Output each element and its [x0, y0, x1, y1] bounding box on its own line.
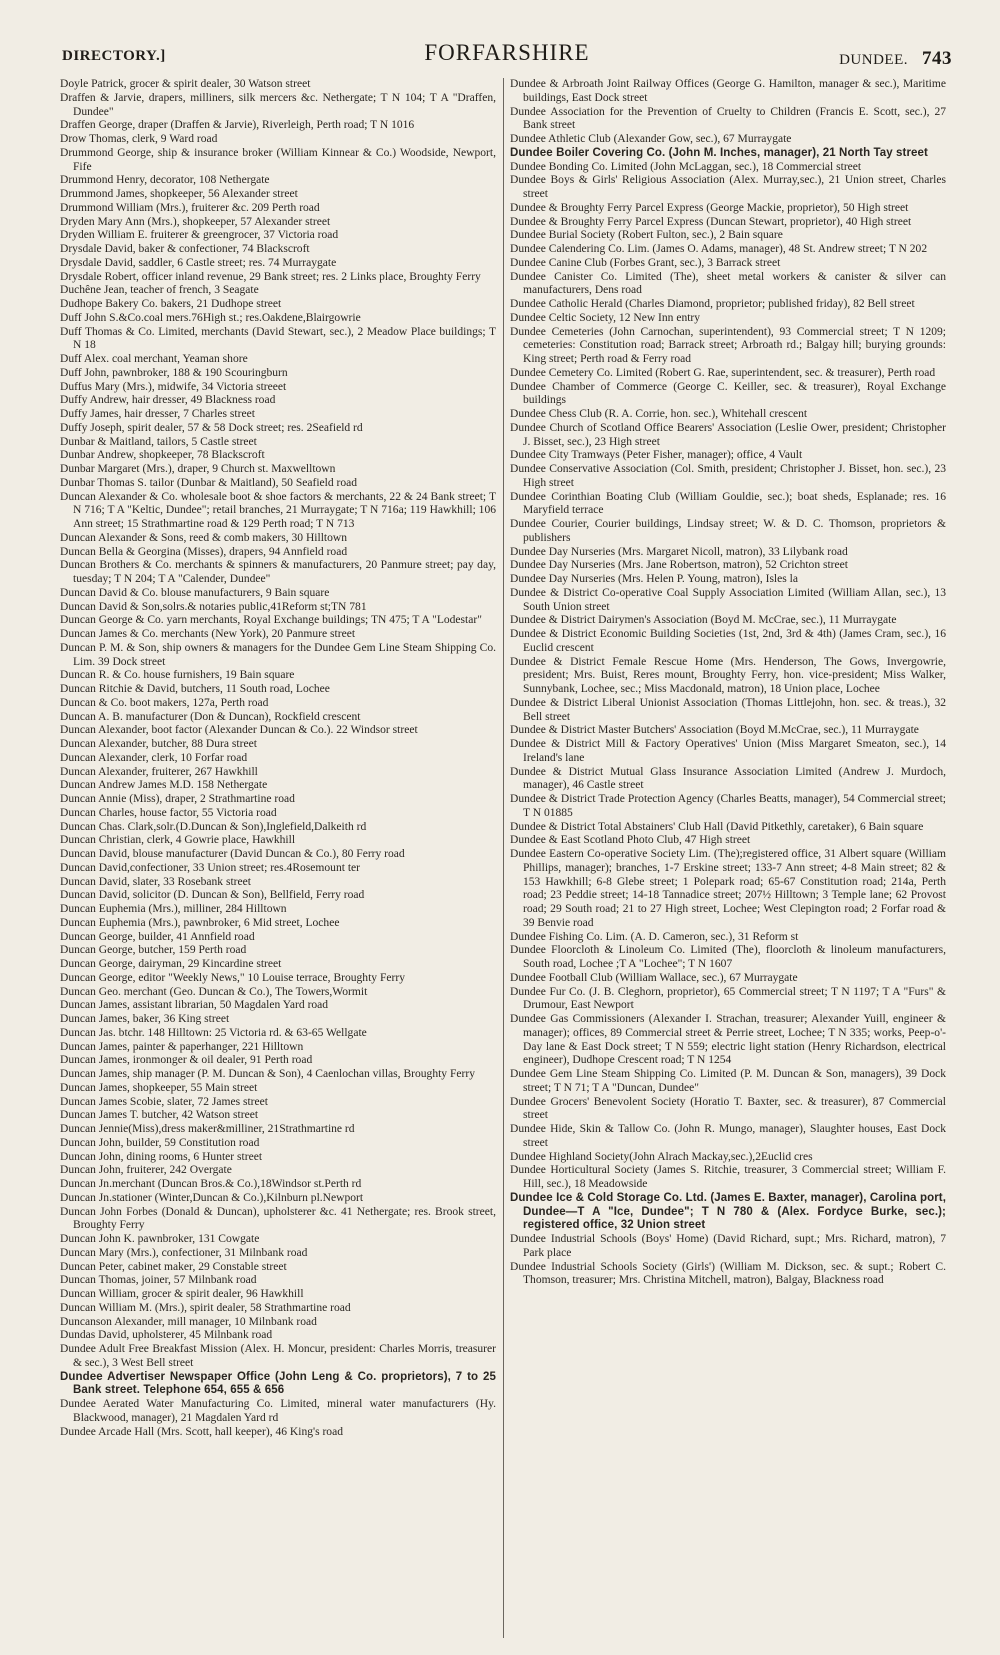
directory-entry: Dundee Floorcloth & Linoleum Co. Limited (The), floorcloth & linoleum manufacturers, South road, Lochee ;T A "Lochee"; T N 1607	[510, 944, 946, 970]
directory-entry: Duncan Thomas, joiner, 57 Milnbank road	[60, 1274, 257, 1287]
directory-entry: Duncan Bella & Georgina (Misses), drapers, 94 Annfield road	[60, 545, 348, 558]
directory-entry: Duncan Annie (Miss), draper, 2 Strathmartine road	[60, 793, 295, 805]
directory-entry: Dundee Grocers' Benevolent Society (Horatio T. Baxter, sec. & treasurer), 87 Commercial street	[510, 1095, 946, 1122]
directory-entry: Duffus Mary (Mrs.), midwife, 34 Victoria streeet	[60, 380, 287, 393]
directory-entry: Draffen George, draper (Draffen & Jarvie), Riverleigh, Perth road; T N 1016	[60, 119, 415, 132]
directory-entry: Dunbar Andrew, shopkeeper, 78 Blackscroft	[60, 449, 265, 462]
section-label: DIRECTORY.]	[62, 48, 166, 64]
directory-entry: Drummond George, ship & insurance broker (William Kinnear & Co.) Woodside, Newport, Fife	[60, 146, 496, 173]
directory-entry: Duncan Alexander, fruiterer, 267 Hawkhill	[60, 765, 258, 778]
directory-entry: Dundee Corinthian Boating Club (William Gouldie, sec.); boat sheds, Esplanade; res. 16 Maryfield terrace	[510, 490, 946, 517]
directory-entry: Dundee Chamber of Commerce (George C. Keiller, sec. & treasurer), Royal Exchange buildings	[510, 380, 946, 407]
directory-entry: Drysdale David, saddler, 6 Castle street; res. 74 Murraygate	[60, 256, 337, 269]
directory-entry: Duff John, pawnbroker, 188 & 190 Scouringburn	[60, 366, 288, 379]
directory-entry: Dundee Hide, Skin & Tallow Co. (John R. Mungo, manager), Slaughter houses, East Dock street	[510, 1123, 946, 1149]
directory-entry: Dundee Boiler Covering Co. (John M. Inches, manager), 21 North Tay street	[510, 146, 928, 159]
directory-entry: Dundee Aerated Water Manufacturing Co. Limited, mineral water manufacturers (Hy. Blackwood, manager), 21 Magdalen Yard rd	[60, 1398, 496, 1424]
directory-entry: Duncan James, shopkeeper, 55 Main street	[60, 1081, 258, 1094]
page-number: 743	[922, 48, 952, 69]
directory-entry: Drysdale Robert, officer inland revenue, 29 Bank street; res. 2 Links place, Broughty Ferry	[60, 270, 481, 283]
directory-entry: Duncan James & Co. merchants (New York), 20 Panmure street	[60, 628, 356, 640]
directory-entry: Dundee Chess Club (R. A. Corrie, hon. sec.), Whitehall crescent	[510, 408, 808, 420]
column-divider	[503, 78, 504, 1638]
directory-entry: Dundee & Broughty Ferry Parcel Express (Duncan Stewart, proprietor), 40 High street	[510, 215, 912, 228]
directory-entry: Dundee Boys & Girls' Religious Association (Alex. Murray,sec.), 21 Union street, Charles street	[510, 174, 946, 200]
directory-entry: Duncan George, editor "Weekly News," 10 Louise terrace, Broughty Ferry	[60, 971, 405, 984]
directory-entry: Dundee Day Nurseries (Mrs. Margaret Nicoll, matron), 33 Lilybank road	[510, 545, 848, 558]
directory-entry: Dundee & District Master Butchers' Association (Boyd M.McCrae, sec.), 11 Murraygate	[510, 724, 919, 737]
directory-entry: Dundee Association for the Prevention of Cruelty to Children (Francis E. Scott, sec.), 27 Bank street	[510, 105, 946, 132]
directory-entry: Duncan Alexander & Co. wholesale boot & shoe factors & merchants, 22 & 24 Bank street; T N 716; T A "Keltic, Dundee"; retail branches, 21 Murraygate; T N 716a; 119 Hawkhill; 106 Ann street; 15 Strathmartine road & 129 Perth road; T N 713	[60, 490, 496, 530]
directory-entry: Dundee Highland Society(John Alrach Mackay,sec.),2Euclid cres	[510, 1150, 813, 1163]
directory-entry: Dundee City Tramways (Peter Fisher, manager); office, 4 Vault	[510, 449, 803, 462]
directory-entry: Dundee & District Co-operative Coal Supply Association Limited (William Allan, sec.), 13 South Union street	[510, 586, 946, 613]
directory-entry: Duncan Euphemia (Mrs.), pawnbroker, 6 Mid street, Lochee	[60, 916, 340, 929]
directory-entry: Dryden Mary Ann (Mrs.), shopkeeper, 57 Alexander street	[60, 215, 331, 228]
directory-entry: Dundee & District Mill & Factory Operatives' Union (Miss Margaret Smeaton, sec.), 14 Ireland's lane	[510, 738, 946, 764]
directory-entry: Dundee Horticultural Society (James S. Ritchie, treasurer, 3 Commercial street; William F. Hill, sec.), 18 Meadowside	[510, 1164, 946, 1190]
county-title: FORFARSHIRE	[424, 40, 590, 65]
directory-entry: Dundee Arcade Hall (Mrs. Scott, hall keeper), 46 King's road	[60, 1425, 343, 1438]
directory-entry: Dundee Conservative Association (Col. Smith, president; Christopher J. Bisset, hon. sec.), 23 High street	[510, 463, 946, 489]
page-header	[62, 40, 952, 70]
directory-entry: Duffy James, hair dresser, 7 Charles street	[60, 408, 255, 420]
directory-entry: Dundee Church of Scotland Office Bearers' Association (Leslie Ower, president; Christopher J. Bisset, sec.), 23 High street	[510, 421, 946, 448]
directory-entry: Duncan Brothers & Co. merchants & spinners & manufacturers, 20 Panmure street; pay day, tuesday; T N 204; T A "Calender, Dundee"	[60, 559, 496, 585]
directory-entry: Duncan Charles, house factor, 55 Victoria road	[60, 806, 277, 819]
directory-entry: Draffen & Jarvie, drapers, milliners, silk mercers &c. Nethergate; T N 104; T A "Draffen, Dundee"	[60, 91, 496, 118]
directory-entry: Duncan George, dairyman, 29 Kincardine street	[60, 958, 282, 970]
directory-entry: Duncan Jn.merchant (Duncan Bros.& Co.),18Windsor st.Perth rd	[60, 1178, 362, 1190]
town-label: DUNDEE.	[839, 52, 908, 68]
directory-entry: Duncan James, ironmonger & oil dealer, 91 Perth road	[60, 1054, 313, 1067]
directory-entry: Dundee & District Mutual Glass Insurance Association Limited (Andrew J. Murdoch, manager), 46 Castle street	[510, 765, 946, 792]
directory-entry: Duncan Jn.stationer (Winter,Duncan & Co.),Kilnburn pl.Newport	[60, 1191, 364, 1204]
directory-entry: Dunbar Margaret (Mrs.), draper, 9 Church st. Maxwelltown	[60, 463, 336, 475]
directory-entry: Duncan David & Son,solrs.& notaries public,41Reform st;TN 781	[60, 600, 367, 613]
directory-entry: Dundee Ice & Cold Storage Co. Ltd. (James E. Baxter, manager), Carolina port, Dundee—T A "Ice, Dundee"; T N 780 & (Alex. Fordyce Burke, sec.); registered office, 32 Union street	[510, 1191, 946, 1232]
directory-entry: Duncan Peter, cabinet maker, 29 Constable street	[60, 1260, 287, 1273]
directory-entry: Duncan George, butcher, 159 Perth road	[60, 944, 247, 957]
directory-entry: Duchêne Jean, teacher of french, 3 Seagate	[60, 284, 259, 297]
directory-entry: Dundee Eastern Co-operative Society Lim. (The);registered office, 31 Albert square (William Phillips, manager); branches, 1-7 Erskine street; 133-7 Ann street; 4-8 Main street; 82 & 153 Hawkhill; 6-8 Glebe street; 1 Polepark road; 65-67 Constitution road; 214a, Perth road; 23 Peddie street; 14-18 Tannadice street; 207½ Hilltown; 3 Temple lane; 62 Provost road; 29 South road; 21 to 27 High street, Lochee; West Clepington road; 2 Forfar road & 39 Benvie road	[510, 848, 946, 929]
directory-entry: Duncan James, ship manager (P. M. Duncan & Son), 4 Caenlochan villas, Broughty Ferry	[60, 1068, 475, 1080]
directory-entry: Dundee & District Economic Building Societies (1st, 2nd, 3rd & 4th) (James Cram, sec.), 16 Euclid crescent	[510, 628, 946, 654]
directory-entry: Dundee Cemeteries (John Carnochan, superintendent), 93 Commercial street; T N 1209; cemeteries: Constitution road; Barrack street; Arbroath rd.; Balgay hill; burying grounds: King street; Perth road & Ferry road	[510, 325, 946, 365]
directory-entry: Duncan Alexander, butcher, 88 Dura street	[60, 738, 257, 750]
directory-entry: Duffy Joseph, spirit dealer, 57 & 58 Dock street; res. 2Seafield rd	[60, 421, 363, 434]
directory-entry: Dundee Calendering Co. Lim. (James O. Adams, manager), 48 St. Andrew street; T N 202	[510, 243, 928, 255]
directory-entry: Duncan Ritchie & David, butchers, 11 South road, Lochee	[60, 683, 330, 695]
directory-entry: Dundee Burial Society (Robert Fulton, sec.), 2 Bain square	[510, 229, 783, 242]
directory-entry: Dundee & District Liberal Unionist Association (Thomas Littlejohn, hon. sec. & treas.), 32 Bell street	[510, 696, 946, 723]
directory-entry: Dundee Celtic Society, 12 New Inn entry	[510, 311, 701, 324]
directory-entry: Duncan Euphemia (Mrs.), milliner, 284 Hilltown	[60, 903, 287, 915]
directory-entry: Duncan James Scobie, slater, 72 James street	[60, 1095, 268, 1108]
directory-entry: Dundee & Broughty Ferry Parcel Express (George Mackie, proprietor), 50 High street	[510, 201, 909, 214]
directory-entry: Dundee Athletic Club (Alexander Gow, sec.), 67 Murraygate	[510, 133, 792, 145]
directory-entry: Duncan David,confectioner, 33 Union street; res.4Rosemount ter	[60, 861, 360, 874]
directory-entry: Drummond James, shopkeeper, 56 Alexander street	[60, 188, 298, 200]
directory-entry: Dundee Adult Free Breakfast Mission (Alex. H. Moncur, president: Charles Morris, treasurer & sec.), 3 West Bell street	[60, 1343, 496, 1369]
directory-entry: Duncan John K. pawnbroker, 131 Cowgate	[60, 1233, 260, 1245]
directory-entry: Dundee Gem Line Steam Shipping Co. Limited (P. M. Duncan & Son, managers), 39 Dock street; T N 71; T A "Duncan, Dundee"	[510, 1068, 946, 1094]
directory-entry: Drysdale David, baker & confectioner, 74 Blackscroft	[60, 243, 310, 255]
directory-entry: Duncan David, solicitor (D. Duncan & Son), Bellfield, Ferry road	[60, 889, 365, 902]
directory-entry: Duncan James, painter & paperhanger, 221 Hilltown	[60, 1040, 304, 1053]
directory-entry: Dundee & District Dairymen's Association (Boyd M. McCrae, sec.), 11 Murraygate	[510, 614, 897, 627]
directory-entry: Duncanson Alexander, mill manager, 10 Milnbank road	[60, 1315, 317, 1328]
directory-entry: Duncan David, slater, 33 Rosebank street	[60, 875, 251, 888]
left-column	[60, 78, 496, 1639]
directory-entry: Duncan George, builder, 41 Annfield road	[60, 930, 255, 943]
directory-entry: Duncan & Co. boot makers, 127a, Perth road	[60, 696, 269, 709]
directory-entry: Duncan Geo. merchant (Geo. Duncan & Co.), The Towers,Wormit	[60, 985, 368, 998]
directory-entry: Dundee Canister Co. Limited (The), sheet metal workers & canister & silver can manufacturers, Dens road	[510, 270, 946, 297]
directory-entry: Duncan William, grocer & spirit dealer, 96 Hawkhill	[60, 1288, 304, 1300]
directory-entry: Dundee Cemetery Co. Limited (Robert G. Rae, superintendent, sec. & treasurer), Perth road	[510, 366, 936, 379]
directory-entry: Duncan John, fruiterer, 242 Overgate	[60, 1164, 232, 1177]
directory-entry: Dundee Courier, Courier buildings, Lindsay street; W. & D. C. Thomson, proprietors & publishers	[510, 518, 946, 544]
directory-entry: Dudhope Bakery Co. bakers, 21 Dudhope street	[60, 298, 282, 310]
directory-entry: Duncan George & Co. yarn merchants, Royal Exchange buildings; TN 475; T A "Lodestar"	[60, 614, 482, 627]
directory-entry: Duncan Jennie(Miss),dress maker&milliner, 21Strathmartine rd	[60, 1123, 355, 1135]
directory-entry: Dunbar Thomas S. tailor (Dunbar & Maitland), 50 Seafield road	[60, 476, 358, 489]
directory-entry: Duncan Andrew James M.D. 158 Nethergate	[60, 779, 268, 792]
directory-entry: Dryden William E. fruiterer & greengrocer, 37 Victoria road	[60, 229, 339, 242]
directory-entry: Dundee & District Female Rescue Home (Mrs. Henderson, The Gows, Invergowrie, president; Mrs. Buist, Reres mount, Broughty Ferry, hon. vice-president; Miss Walker, Sunnybank, Lochee, sec.; Miss Macdonald, matron), 18 Union place, Lochee	[510, 655, 946, 695]
directory-entry: Duncan James, assistant librarian, 50 Magdalen Yard road	[60, 999, 329, 1012]
directory-entry: Dundee Catholic Herald (Charles Diamond, proprietor; published friday), 82 Bell street	[510, 298, 915, 310]
directory-entry: Duncan Mary (Mrs.), confectioner, 31 Milnbank road	[60, 1246, 308, 1259]
directory-entry: Duncan Christian, clerk, 4 Gowrie place, Hawkhill	[60, 834, 296, 847]
directory-entry: Dunbar & Maitland, tailors, 5 Castle street	[60, 435, 257, 448]
directory-entry: Dundee Industrial Schools (Boys' Home) (David Richard, supt.; Mrs. Richard, matron), 7 Park place	[510, 1233, 946, 1259]
directory-entry: Dundee Day Nurseries (Mrs. Helen P. Young, matron), Isles la	[510, 573, 798, 585]
directory-entry: Drummond Henry, decorator, 108 Nethergate	[60, 174, 270, 187]
directory-entry: Duncan Alexander & Sons, reed & comb makers, 30 Hilltown	[60, 531, 348, 544]
directory-entry: Dundee Bonding Co. Limited (John McLaggan, sec.), 18 Commercial street	[510, 160, 862, 173]
directory-entry: Dundee Day Nurseries (Mrs. Jane Robertson, matron), 52 Crichton street	[510, 559, 848, 572]
directory-entry: Dundee Football Club (William Wallace, sec.), 67 Murraygate	[510, 971, 798, 984]
directory-entry: Duncan John, builder, 59 Constitution road	[60, 1136, 260, 1149]
right-column	[510, 78, 946, 1639]
directory-entry: Dundee & District Trade Protection Agency (Charles Beatts, manager), 54 Commercial street; T N 01885	[510, 793, 946, 819]
directory-entry: Dundee Gas Commissioners (Alexander I. Strachan, treasurer; Alexander Yuill, engineer & manager); offices, 89 Commercial street & Perrie street, Lochee; T N 335; works, Peep-o'-Day lane & East Dock street; T N 559; electric light station (Henry Richardson, electrical engineer), Dudhope Crescent road; T N 1254	[510, 1013, 946, 1067]
directory-entry: Duncan John, dining rooms, 6 Hunter street	[60, 1150, 263, 1163]
directory-entry: Duncan James T. butcher, 42 Watson street	[60, 1109, 259, 1122]
directory-entry: Duncan John Forbes (Donald & Duncan), upholsterer &c. 41 Nethergate; res. Brook street, Broughty Ferry	[60, 1205, 496, 1232]
directory-entry: Dundee Industrial Schools Society (Girls') (William M. Dickson, sec. & supt.; Robert C. Thomson, treasurer; Mrs. Christina Mitchell, matron), Balgay, Blackness road	[510, 1260, 946, 1287]
directory-entry: Dundas David, upholsterer, 45 Milnbank road	[60, 1329, 273, 1342]
directory-entry: Duncan Jas. btchr. 148 Hilltown: 25 Victoria rd. & 63-65 Wellgate	[60, 1026, 367, 1039]
directory-entry: Duncan Chas. Clark,solr.(D.Duncan & Son),Inglefield,Dalkeith rd	[60, 820, 367, 833]
directory-entry: Dundee Fishing Co. Lim. (A. D. Cameron, sec.), 31 Reform st	[510, 930, 799, 943]
directory-entry: Duff John S.&Co.coal mers.76High st.; res.Oakdene,Blairgowrie	[60, 311, 361, 324]
directory-entry: Duff Thomas & Co. Limited, merchants (David Stewart, sec.), 2 Meadow Place buildings; T N 18	[60, 325, 496, 352]
directory-entry: Duffy Andrew, hair dresser, 49 Blackness road	[60, 394, 276, 407]
directory-entry: Duncan Alexander, boot factor (Alexander Duncan & Co.). 22 Windsor street	[60, 724, 418, 737]
directory-entry: Dundee & Arbroath Joint Railway Offices (George G. Hamilton, manager & sec.), Maritime buildings, East Dock street	[510, 78, 946, 104]
directory-entry: Doyle Patrick, grocer & spirit dealer, 30 Watson street	[60, 78, 311, 90]
directory-entry: Duncan P. M. & Son, ship owners & managers for the Dundee Gem Line Steam Shipping Co. Lim. 39 Dock street	[60, 641, 496, 668]
directory-entry: Dundee Canine Club (Forbes Grant, sec.), 3 Barrack street	[510, 256, 781, 269]
directory-entry: Duncan A. B. manufacturer (Don & Duncan), Rockfield crescent	[60, 710, 361, 723]
directory-entry: Dundee & East Scotland Photo Club, 47 High street	[510, 834, 751, 847]
directory-entry: Duncan James, baker, 36 King street	[60, 1013, 230, 1025]
directory-entry: Duncan William M. (Mrs.), spirit dealer, 58 Strathmartine road	[60, 1301, 351, 1314]
running-head	[839, 48, 952, 70]
directory-entry: Duncan David, blouse manufacturer (David Duncan & Co.), 80 Ferry road	[60, 848, 405, 860]
directory-entry: Dundee Advertiser Newspaper Office (John Leng & Co. proprietors), 7 to 25 Bank street. Telephone 654, 655 & 656	[60, 1370, 496, 1397]
directory-entry: Duncan R. & Co. house furnishers, 19 Bain square	[60, 669, 295, 682]
directory-entry: Dundee & District Total Abstainers' Club Hall (David Pitkethly, caretaker), 6 Bain square	[510, 820, 924, 833]
directory-entry: Dundee Fur Co. (J. B. Cleghorn, proprietor), 65 Commercial street; T N 1197; T A "Furs" & Drumour, East Newport	[510, 985, 946, 1012]
directory-entry: Duff Alex. coal merchant, Yeaman shore	[60, 353, 248, 365]
directory-entry: Duncan David & Co. blouse manufacturers, 9 Bain square	[60, 586, 330, 599]
directory-entry: Duncan Alexander, clerk, 10 Forfar road	[60, 751, 248, 764]
directory-entry: Drummond William (Mrs.), fruiterer &c. 209 Perth road	[60, 201, 320, 214]
directory-entry: Drow Thomas, clerk, 9 Ward road	[60, 133, 218, 145]
